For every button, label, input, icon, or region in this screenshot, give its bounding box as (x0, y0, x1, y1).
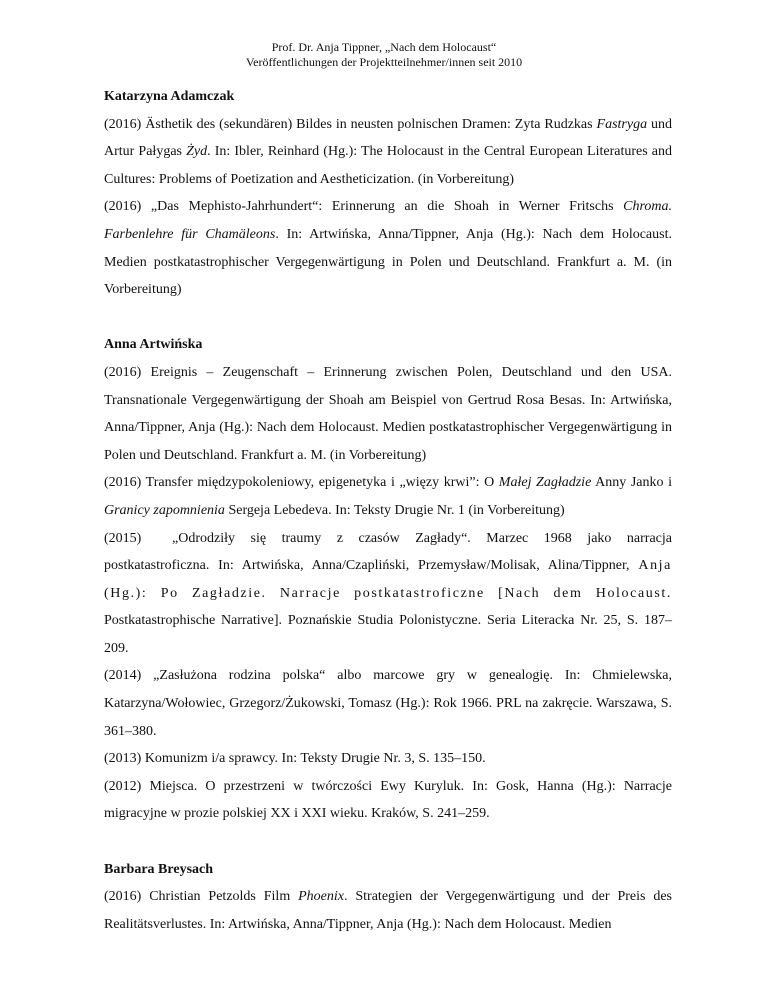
section-spacer (104, 304, 672, 332)
publication-entry: (2016) Ereignis – Zeugenschaft – Erinnerung zwischen Polen, Deutschland und den USA. Transnationale Vergegenwärtigung der Shoah am Beispiel von Gertrud Rosa Besas. In: Artwińska, Anna/Tippner, Anja (Hg.): Nach dem Holocaust. Medien postkatastrophischer Vergegenwärtigung in Polen und Deutschland. Frankfurt a. M. (in Vorbereitung) (104, 364, 672, 463)
publication-entry: (2013) Komunizm i/a sprawcy. In: Teksty Drugie Nr. 3, S. 135–150. (104, 751, 486, 767)
publication-list (104, 83, 672, 938)
publication-entry: (2012) Miejsca. O przestrzeni w twórczości Ewy Kuryluk. In: Gosk, Hanna (Hg.): Narracje migracyjne w prozie polskiej XX i XXI wieku. Kraków, S. 241–259. (104, 778, 672, 822)
author-name: Barbara Breysach (104, 861, 214, 877)
publication-entry: (2014) „Zasłużona rodzina polska“ albo marcowe gry w genealogię. In: Chmielewska, Katarzyna/Wołowiec, Grzegorz/Żukowski, Tomasz (Hg.): Rok 1966. PRL na zakręcie. Warszawa, S. 361–380. (104, 668, 672, 739)
page-header (0, 40, 768, 70)
header-line-2: Veröffentlichungen der Projektteilnehmer/innen seit 2010 (245, 55, 523, 69)
publication-entry: (2016) Christian Petzolds Film Phoenix. Strategien der Vergegenwärtigung und der Preis des Realitätsverlustes. In: Artwińska, Anna/Tippner, Anja (Hg.): Nach dem Holocaust. Medien (104, 889, 672, 932)
publication-entry: (2016) Ästhetik des (sekundären) Bildes in neusten polnischen Dramen: Zyta Rudzkas Fastryga und Artur Pałygas Żyd. In: Ibler, Reinhard (Hg.): The Holocaust in the Central European Literatures and Cultures: Problems of Poetization and Aestheticization. (in Vorbereitung) (104, 116, 672, 187)
section-spacer (104, 828, 672, 856)
publication-entry: (2016) „Das Mephisto-Jahrhundert“: Erinnerung an die Shoah in Werner Fritschs Chroma. Farbenlehre für Chamäleons. In: Artwińska, Anna/Tippner, Anja (Hg.): Nach dem Holocaust. Medien postkatastrophischer Vergegenwärtigung in Polen und Deutschland. Frankfurt a. M. (in Vorbereitung) (104, 199, 672, 298)
header-line-1: Prof. Dr. Anja Tippner, „Nach dem Holocaust“ (271, 40, 497, 54)
publication-entry: (2016) Transfer międzypokoleniowy, epigenetyka i „więzy krwi”: O Małej Zagładzie Anny Janko i Granicy zapomnienia Sergeja Lebedeva. In: Teksty Drugie Nr. 1 (in Vorbereitung) (104, 475, 673, 518)
publication-entry: (2015) „Odrodziły się traumy z czasów Zagłady“. Marzec 1968 jako narracja postkatastroficzna. In: Artwińska, Anna/Czapliński, Przemysław/Molisak, Alina/Tippner, Anja (Hg.): Po Zagładzie. Narracje postkatastroficzne [Nach dem Holocaust. Postkatastrophische Narrative]. Poznańskie Studia Polonistyczne. Seria Literacka Nr. 25, S. 187–209. (104, 530, 672, 656)
author-name: Anna Artwińska (104, 337, 203, 353)
author-name: Katarzyna Adamczak (104, 89, 235, 104)
